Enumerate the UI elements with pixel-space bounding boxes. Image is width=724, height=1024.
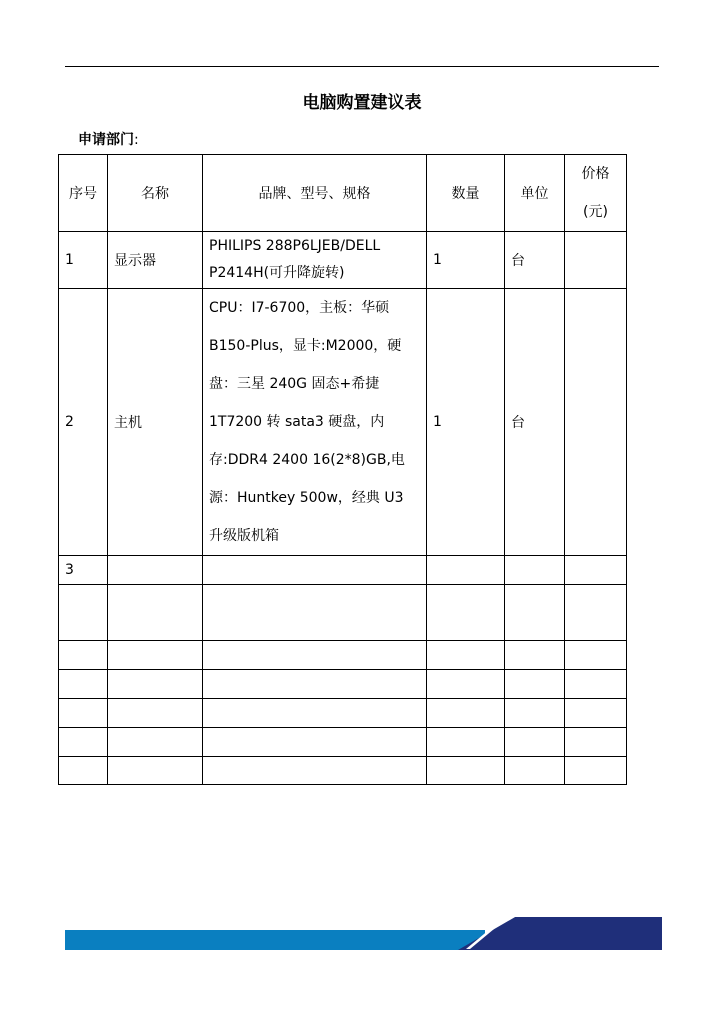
row-index: 2 bbox=[59, 289, 108, 556]
row-index: 1 bbox=[59, 232, 108, 289]
row-price bbox=[565, 699, 627, 728]
table-row bbox=[59, 670, 627, 699]
row-unit: 台 bbox=[505, 232, 565, 289]
row-price bbox=[565, 757, 627, 785]
row-quantity bbox=[427, 670, 505, 699]
header-name: 名称 bbox=[108, 155, 203, 232]
row-price bbox=[565, 641, 627, 670]
row-price bbox=[565, 289, 627, 556]
row-unit bbox=[505, 757, 565, 785]
row-spec bbox=[203, 585, 427, 641]
department-label-text: 申请部门 bbox=[78, 132, 134, 148]
row-index bbox=[59, 699, 108, 728]
row-unit bbox=[505, 641, 565, 670]
table-row bbox=[59, 728, 627, 757]
row-name bbox=[108, 641, 203, 670]
table-row bbox=[59, 585, 627, 641]
page-title: 电脑购置建议表 bbox=[302, 93, 422, 113]
row-quantity bbox=[427, 728, 505, 757]
header-index: 序号 bbox=[59, 155, 108, 232]
row-index: 3 bbox=[59, 556, 108, 585]
row-quantity: 1 bbox=[427, 232, 505, 289]
row-quantity bbox=[427, 556, 505, 585]
row-index bbox=[59, 641, 108, 670]
row-name bbox=[108, 585, 203, 641]
row-unit bbox=[505, 585, 565, 641]
row-index bbox=[59, 670, 108, 699]
row-name bbox=[108, 699, 203, 728]
purchase-table bbox=[58, 154, 627, 785]
row-index bbox=[59, 585, 108, 641]
row-spec bbox=[203, 670, 427, 699]
row-spec bbox=[203, 728, 427, 757]
row-price bbox=[565, 585, 627, 641]
row-price bbox=[565, 670, 627, 699]
header-quantity: 数量 bbox=[427, 155, 505, 232]
row-price bbox=[565, 556, 627, 585]
department-colon: : bbox=[134, 132, 139, 148]
row-name bbox=[108, 670, 203, 699]
table-header-row bbox=[59, 155, 627, 232]
row-quantity bbox=[427, 699, 505, 728]
row-price bbox=[565, 232, 627, 289]
department-label bbox=[78, 129, 139, 149]
row-quantity bbox=[427, 641, 505, 670]
row-name bbox=[108, 728, 203, 757]
row-spec: CPU：I7-6700，主板：华硕 B150-Plus，显卡:M2000，硬盘：三星 240G 固态+希捷 1T7200 转 sata3 硬盘，内存:DDR4 2400 16(2*8)GB,电源：Huntkey 500w，经典 U3 升级版机箱 bbox=[203, 289, 427, 556]
row-spec bbox=[203, 556, 427, 585]
row-spec bbox=[203, 757, 427, 785]
row-name: 显示器 bbox=[108, 232, 203, 289]
table-row bbox=[59, 556, 627, 585]
row-unit bbox=[505, 699, 565, 728]
row-index bbox=[59, 728, 108, 757]
footer-band-cyan bbox=[65, 930, 485, 950]
row-spec bbox=[203, 641, 427, 670]
row-quantity: 1 bbox=[427, 289, 505, 556]
row-unit bbox=[505, 728, 565, 757]
row-index bbox=[59, 757, 108, 785]
row-spec bbox=[203, 699, 427, 728]
table-row bbox=[59, 699, 627, 728]
header-spec: 品牌、型号、规格 bbox=[203, 155, 427, 232]
header-unit: 单位 bbox=[505, 155, 565, 232]
header-price-line1: 价格 bbox=[581, 166, 610, 182]
row-unit bbox=[505, 670, 565, 699]
footer-band-navy bbox=[458, 917, 662, 950]
row-price bbox=[565, 728, 627, 757]
header-price-line2: (元) bbox=[583, 204, 608, 220]
table-row bbox=[59, 641, 627, 670]
row-spec: PHILIPS 288P6LJEB/DELL P2414H(可升降旋转) bbox=[203, 232, 427, 289]
row-unit bbox=[505, 556, 565, 585]
table-row bbox=[59, 232, 627, 289]
header-price bbox=[565, 155, 627, 232]
row-unit: 台 bbox=[505, 289, 565, 556]
row-name: 主机 bbox=[108, 289, 203, 556]
row-name bbox=[108, 757, 203, 785]
row-name bbox=[108, 556, 203, 585]
header-rule bbox=[65, 66, 659, 67]
row-quantity bbox=[427, 585, 505, 641]
row-quantity bbox=[427, 757, 505, 785]
table-row bbox=[59, 289, 627, 556]
table-row bbox=[59, 757, 627, 785]
